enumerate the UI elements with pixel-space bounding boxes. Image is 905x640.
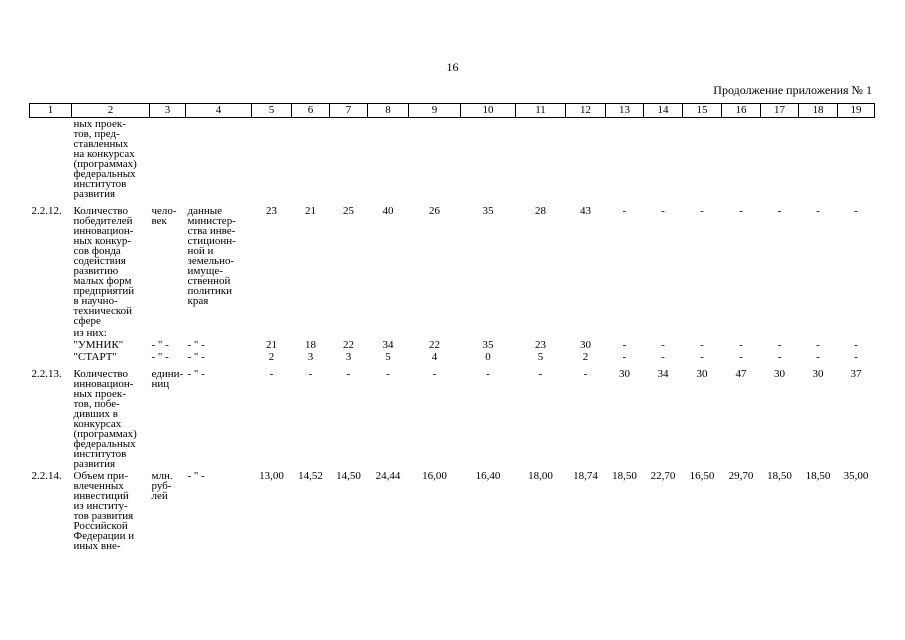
value-cell: - (739, 351, 743, 363)
value-cell: 30 (774, 368, 785, 380)
header-cell: 13 (606, 104, 644, 118)
value-cell (461, 118, 516, 201)
value-cell: 22 (343, 339, 354, 351)
value-cell: - (386, 368, 390, 380)
value-cell (683, 327, 722, 339)
row-number (30, 339, 72, 351)
value-cell: 14,52 (298, 470, 323, 482)
table-row (30, 351, 875, 363)
value-cell: 35 (482, 339, 494, 351)
row-number: 2.2.12. (31, 205, 62, 217)
value-cell: - (739, 205, 743, 217)
page-number: 16 (446, 60, 459, 74)
value-cell: 34 (382, 339, 394, 351)
source-cell: - " - (187, 351, 205, 363)
value-cell (799, 327, 838, 339)
value-cell: 3 (307, 351, 314, 363)
value-cell (566, 327, 606, 339)
value-cell: 23 (535, 339, 546, 351)
value-cell: 18 (305, 339, 316, 351)
value-cell (644, 327, 683, 339)
indicator-name: Количество победителей инновацион- ных конкур- сов фонда содействия развитию малых форм предприятий в научно- технической сфере (73, 205, 135, 327)
source-cell: - " - (187, 368, 205, 380)
value-cell: 34 (657, 368, 669, 380)
value-cell: 16,40 (475, 470, 501, 482)
value-cell: 28 (535, 205, 546, 217)
value-cell: 18,00 (528, 470, 553, 482)
value-cell: 24,44 (375, 470, 401, 482)
row-number (30, 351, 72, 363)
value-cell (761, 327, 799, 339)
value-cell: - (269, 368, 274, 380)
unit-cell (150, 327, 186, 339)
header-cell: 3 (150, 104, 186, 118)
value-cell: - (700, 351, 704, 363)
value-cell: 18,74 (573, 470, 598, 482)
value-cell: - (622, 205, 627, 217)
row-number: 2.2.13. (31, 368, 62, 380)
value-cell: - (854, 205, 858, 217)
value-cell: 30 (619, 368, 630, 380)
table-row (30, 118, 875, 201)
source-cell (186, 327, 252, 339)
value-cell: - (622, 339, 627, 351)
value-cell (330, 118, 368, 201)
value-cell: - (622, 351, 627, 363)
value-cell: - (308, 368, 313, 380)
value-cell: 35 (482, 205, 494, 217)
header-cell: 1 (30, 104, 72, 118)
header-cell: 14 (644, 104, 683, 118)
value-cell: 43 (580, 205, 591, 217)
unit-cell: - " - (151, 339, 169, 351)
value-cell (330, 327, 368, 339)
value-cell: 2 (582, 351, 589, 363)
value-cell: 18,50 (612, 470, 637, 482)
value-cell: - (854, 351, 858, 363)
header-cell: 2 (72, 104, 150, 118)
value-cell: - (661, 205, 665, 217)
value-cell: - (700, 205, 704, 217)
header-cell: 16 (722, 104, 761, 118)
value-cell (461, 327, 516, 339)
value-cell (292, 327, 330, 339)
value-cell (683, 118, 722, 201)
source-cell: - " - (187, 339, 205, 351)
value-cell: 5 (537, 351, 544, 363)
value-cell (292, 118, 330, 201)
value-cell (368, 118, 409, 201)
indicator-name: Количество инновацион- ных проек- тов, побе- дивших в конкурсах (программах) федеральных институтов развития (73, 368, 137, 470)
value-cell (368, 327, 409, 339)
value-cell: 30 (812, 368, 824, 380)
indicator-name: "СТАРТ" (73, 351, 117, 363)
value-cell: 22,70 (650, 470, 676, 482)
header-cell: 9 (409, 104, 461, 118)
header-row (30, 104, 875, 118)
value-cell: - (346, 368, 351, 380)
value-cell: - (777, 339, 782, 351)
value-cell (799, 118, 838, 201)
value-cell (409, 118, 461, 201)
row-number: 2.2.14. (31, 470, 62, 482)
value-cell: 16,00 (422, 470, 447, 482)
header-cell: 7 (330, 104, 368, 118)
header-cell: 8 (368, 104, 409, 118)
value-cell: 47 (735, 368, 747, 380)
value-cell: 18,50 (767, 470, 792, 482)
value-cell: - (777, 205, 782, 217)
source-cell: данные министер- ства инве- стиционн- ной и земельно- имуще- ственной политики края (187, 205, 236, 307)
table-row (30, 470, 875, 552)
value-cell: - (432, 368, 437, 380)
value-cell (252, 327, 292, 339)
value-cell (252, 118, 292, 201)
header-cell: 19 (838, 104, 875, 118)
value-cell: - (816, 351, 820, 363)
value-cell (409, 327, 461, 339)
indicator-name: ных проек- тов, пред- ставленных на конкурсах (программах) федеральных институтов развития (73, 118, 137, 200)
value-cell: - (661, 351, 665, 363)
header-cell: 17 (761, 104, 799, 118)
table-row (30, 339, 875, 351)
unit-cell: млн. руб- лей (151, 470, 173, 502)
value-cell: - (739, 339, 743, 351)
unit-cell (150, 118, 186, 201)
indicator-name: "УМНИК" (73, 339, 124, 351)
value-cell: - (854, 339, 858, 351)
header-cell: 10 (461, 104, 516, 118)
table-row (30, 368, 875, 470)
header-cell: 4 (186, 104, 252, 118)
source-cell: - " - (187, 470, 205, 482)
value-cell: 35,00 (843, 470, 869, 482)
header-cell: 5 (252, 104, 292, 118)
value-cell: 13,00 (259, 470, 284, 482)
unit-cell: едини- ниц (151, 368, 184, 390)
value-cell (606, 327, 644, 339)
value-cell: - (777, 351, 782, 363)
value-cell: 21 (266, 339, 277, 351)
value-cell: - (816, 205, 820, 217)
row-number (30, 327, 72, 339)
value-cell (606, 118, 644, 201)
value-cell: - (661, 339, 665, 351)
value-cell: - (538, 368, 543, 380)
value-cell: 40 (382, 205, 394, 217)
value-cell: - (816, 339, 820, 351)
indicator-name: Объем при- влеченных инвестиций из институ- тов развития Российской Федерации и иных вне- (73, 470, 135, 552)
value-cell: - (700, 339, 704, 351)
value-cell (516, 327, 566, 339)
value-cell: 30 (696, 368, 708, 380)
table-body (30, 104, 875, 553)
value-cell: 23 (266, 205, 277, 217)
value-cell: 4 (431, 351, 438, 363)
value-cell (566, 118, 606, 201)
unit-cell: чело- век (151, 205, 177, 227)
value-cell: 0 (485, 351, 491, 363)
value-cell: 37 (850, 368, 862, 380)
value-cell: 5 (385, 351, 391, 363)
value-cell: 22 (429, 339, 440, 351)
value-cell (722, 118, 761, 201)
value-cell: 16,50 (689, 470, 715, 482)
value-cell: 3 (345, 351, 352, 363)
header-cell: 6 (292, 104, 330, 118)
header-cell: 11 (516, 104, 566, 118)
header-cell: 15 (683, 104, 722, 118)
value-cell (516, 118, 566, 201)
value-cell: 29,70 (728, 470, 754, 482)
appendix-table (29, 103, 875, 552)
value-cell: 30 (580, 339, 591, 351)
value-cell: 25 (343, 205, 354, 217)
value-cell (722, 327, 761, 339)
value-cell: - (486, 368, 490, 380)
value-cell: 26 (429, 205, 440, 217)
header-cell: 18 (799, 104, 838, 118)
value-cell (838, 118, 875, 201)
source-cell (186, 118, 252, 201)
unit-cell: - " - (151, 351, 169, 363)
value-cell: 2 (268, 351, 275, 363)
indicator-name: из них: (73, 327, 107, 339)
row-number (30, 118, 72, 201)
continuation-note: Продолжение приложения № 1 (713, 83, 872, 97)
value-cell (761, 118, 799, 201)
value-cell (644, 118, 683, 201)
header-cell: 12 (566, 104, 606, 118)
value-cell: 14,50 (336, 470, 361, 482)
value-cell: 21 (305, 205, 316, 217)
table-row (30, 205, 875, 327)
value-cell (838, 327, 875, 339)
value-cell: 18,50 (805, 470, 831, 482)
value-cell: - (583, 368, 588, 380)
table-row (30, 327, 875, 339)
